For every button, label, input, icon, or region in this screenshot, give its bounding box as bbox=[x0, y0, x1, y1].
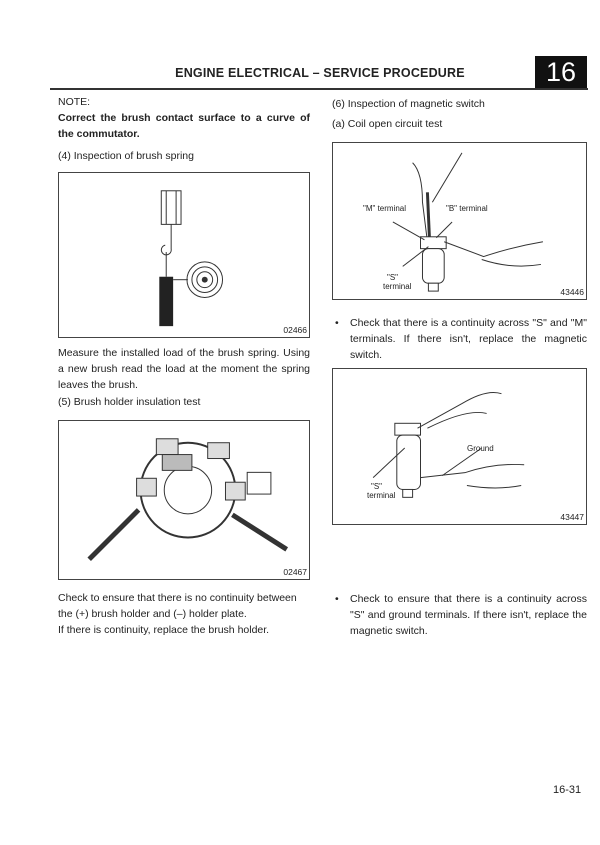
section-number-badge: 16 bbox=[535, 56, 587, 89]
m-terminal-label: "M" terminal bbox=[363, 204, 407, 213]
s-terminal-label-line2: terminal bbox=[367, 491, 396, 500]
insulation-test-instructions: Check to ensure that there is no continuity between the (+) brush holder and (–) holder plate. bbox=[58, 592, 297, 620]
page-number: 16-31 bbox=[553, 784, 582, 796]
figure-brush-spring bbox=[58, 172, 310, 338]
brush-holder-illustration bbox=[59, 421, 309, 579]
step-4-heading: (4) Inspection of brush spring bbox=[58, 150, 194, 162]
figure-ground-test bbox=[332, 368, 587, 525]
step-6-heading: (6) Inspection of magnetic switch bbox=[332, 98, 485, 110]
ground-test-instruction: • Check to ensure that there is a continuity across "S" and ground terminals. If there isn't, replace the magnetic switch. bbox=[332, 591, 587, 639]
insulation-test-replace-note: If there is continuity, replace the brush holder. bbox=[58, 624, 270, 636]
note-label: NOTE: bbox=[58, 96, 91, 108]
page-header-title: ENGINE ELECTRICAL – SERVICE PROCEDURE bbox=[175, 66, 465, 80]
figure-number: 02466 bbox=[283, 325, 307, 335]
magnetic-switch-illustration bbox=[333, 143, 586, 299]
s-terminal-label: "S" bbox=[371, 482, 383, 491]
brush-spring-illustration bbox=[59, 173, 309, 337]
figure-coil-open-circuit bbox=[332, 142, 587, 300]
ground-label: Ground bbox=[467, 444, 494, 453]
note-text: Correct the brush contact surface to a curve of the commutator. bbox=[58, 112, 310, 140]
s-terminal-label-line2: terminal bbox=[383, 282, 412, 291]
coil-test-instruction: • Check that there is a continuity across "S" and "M" terminals. If there isn't, replace the magnetic switch. bbox=[332, 315, 587, 363]
s-terminal-label: "S" bbox=[387, 273, 399, 282]
figure-brush-holder bbox=[58, 420, 310, 580]
b-terminal-label: "B" terminal bbox=[446, 204, 488, 213]
step-a-heading: (a) Coil open circuit test bbox=[332, 118, 443, 130]
figure-number: 43446 bbox=[560, 287, 584, 297]
magnetic-switch-ground-illustration bbox=[333, 369, 586, 524]
header-rule bbox=[50, 88, 588, 90]
brush-spring-instructions: Measure the installed load of the brush spring. Using a new brush read the load at the moment the spring leaves the brush. bbox=[58, 347, 310, 391]
figure-number: 02467 bbox=[283, 567, 307, 577]
figure-number: 43447 bbox=[560, 512, 584, 522]
step-5-heading: (5) Brush holder insulation test bbox=[58, 396, 201, 408]
